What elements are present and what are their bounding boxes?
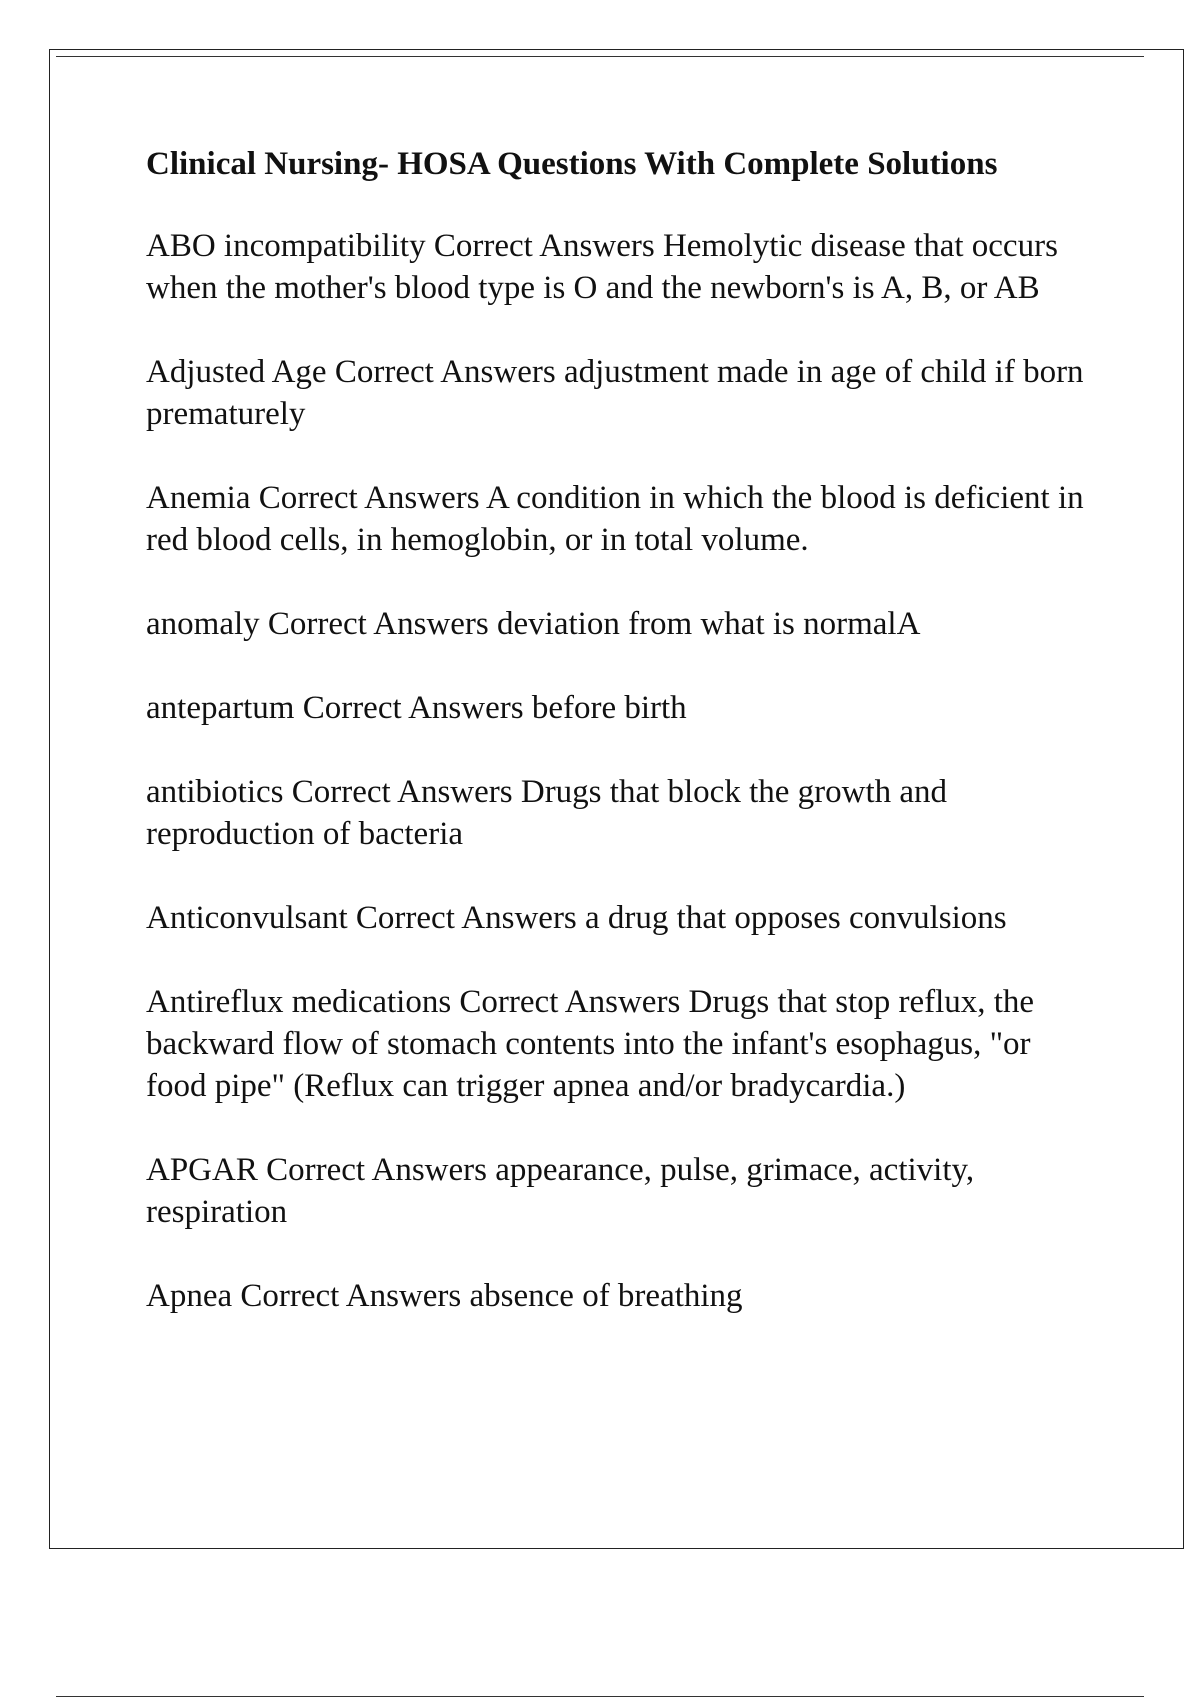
footer-rule xyxy=(56,1696,1144,1697)
qa-entry xyxy=(146,351,1096,435)
answer-marker: Correct Answers xyxy=(266,1152,487,1188)
entry-definition: A condition in which the blood is deficient in red blood cells, in hemoglobin, or in total volume. xyxy=(146,480,1092,558)
qa-entry xyxy=(146,1149,1096,1233)
entry-term: Apnea xyxy=(146,1278,233,1314)
answer-marker: Correct Answers xyxy=(240,1278,462,1314)
entry-term: Antireflux medications xyxy=(146,984,452,1020)
entry-definition: absence of breathing xyxy=(469,1278,743,1314)
qa-entry xyxy=(146,897,1096,939)
entry-term: Anemia xyxy=(146,480,251,516)
entry-definition: before birth xyxy=(531,690,687,726)
entry-term: APGAR xyxy=(146,1152,258,1188)
entry-term: anomaly xyxy=(146,606,260,642)
answer-marker: Correct Answers xyxy=(302,690,524,726)
header-rule xyxy=(56,56,1144,57)
qa-entry xyxy=(146,603,1096,645)
entry-definition: Drugs that stop reflux, the backward flow of stomach contents into the infant's esophagus, "or food pipe" (Reflux can trigger apnea and/or bradycardia.) xyxy=(146,984,1043,1104)
qa-entry xyxy=(146,225,1096,309)
entry-definition: deviation from what is normalA xyxy=(497,606,921,642)
answer-marker: Correct Answers xyxy=(334,354,556,390)
entry-term: antepartum xyxy=(146,690,295,726)
answer-marker: Correct Answers xyxy=(267,606,489,642)
qa-entry xyxy=(146,687,1096,729)
entry-term: ABO incompatibility xyxy=(146,228,426,264)
qa-entry xyxy=(146,477,1096,561)
entry-term: Adjusted Age xyxy=(146,354,327,390)
entry-definition: adjustment made in age of child if born prematurely xyxy=(146,354,1092,432)
document-body xyxy=(146,143,1096,1359)
entry-definition: Hemolytic disease that occurs when the mother's blood type is O and the newborn's is A, B, or AB xyxy=(146,228,1067,306)
answer-marker: Correct Answers xyxy=(355,900,577,936)
document-title: Clinical Nursing- HOSA Questions With Complete Solutions xyxy=(146,146,998,182)
entry-term: antibiotics xyxy=(146,774,284,810)
qa-entry xyxy=(146,981,1096,1107)
answer-marker: Correct Answers xyxy=(459,984,681,1020)
answer-marker: Correct Answers xyxy=(433,228,655,264)
answer-marker: Correct Answers xyxy=(291,774,513,810)
entry-definition: appearance, pulse, grimace, activity, respiration xyxy=(146,1152,983,1230)
entry-term: Anticonvulsant xyxy=(146,900,348,936)
qa-entry xyxy=(146,1275,1096,1317)
entry-definition: Drugs that block the growth and reproduction of bacteria xyxy=(146,774,956,852)
entry-definition: a drug that opposes convulsions xyxy=(585,900,1007,936)
qa-entry xyxy=(146,771,1096,855)
answer-marker: Correct Answers xyxy=(258,480,480,516)
